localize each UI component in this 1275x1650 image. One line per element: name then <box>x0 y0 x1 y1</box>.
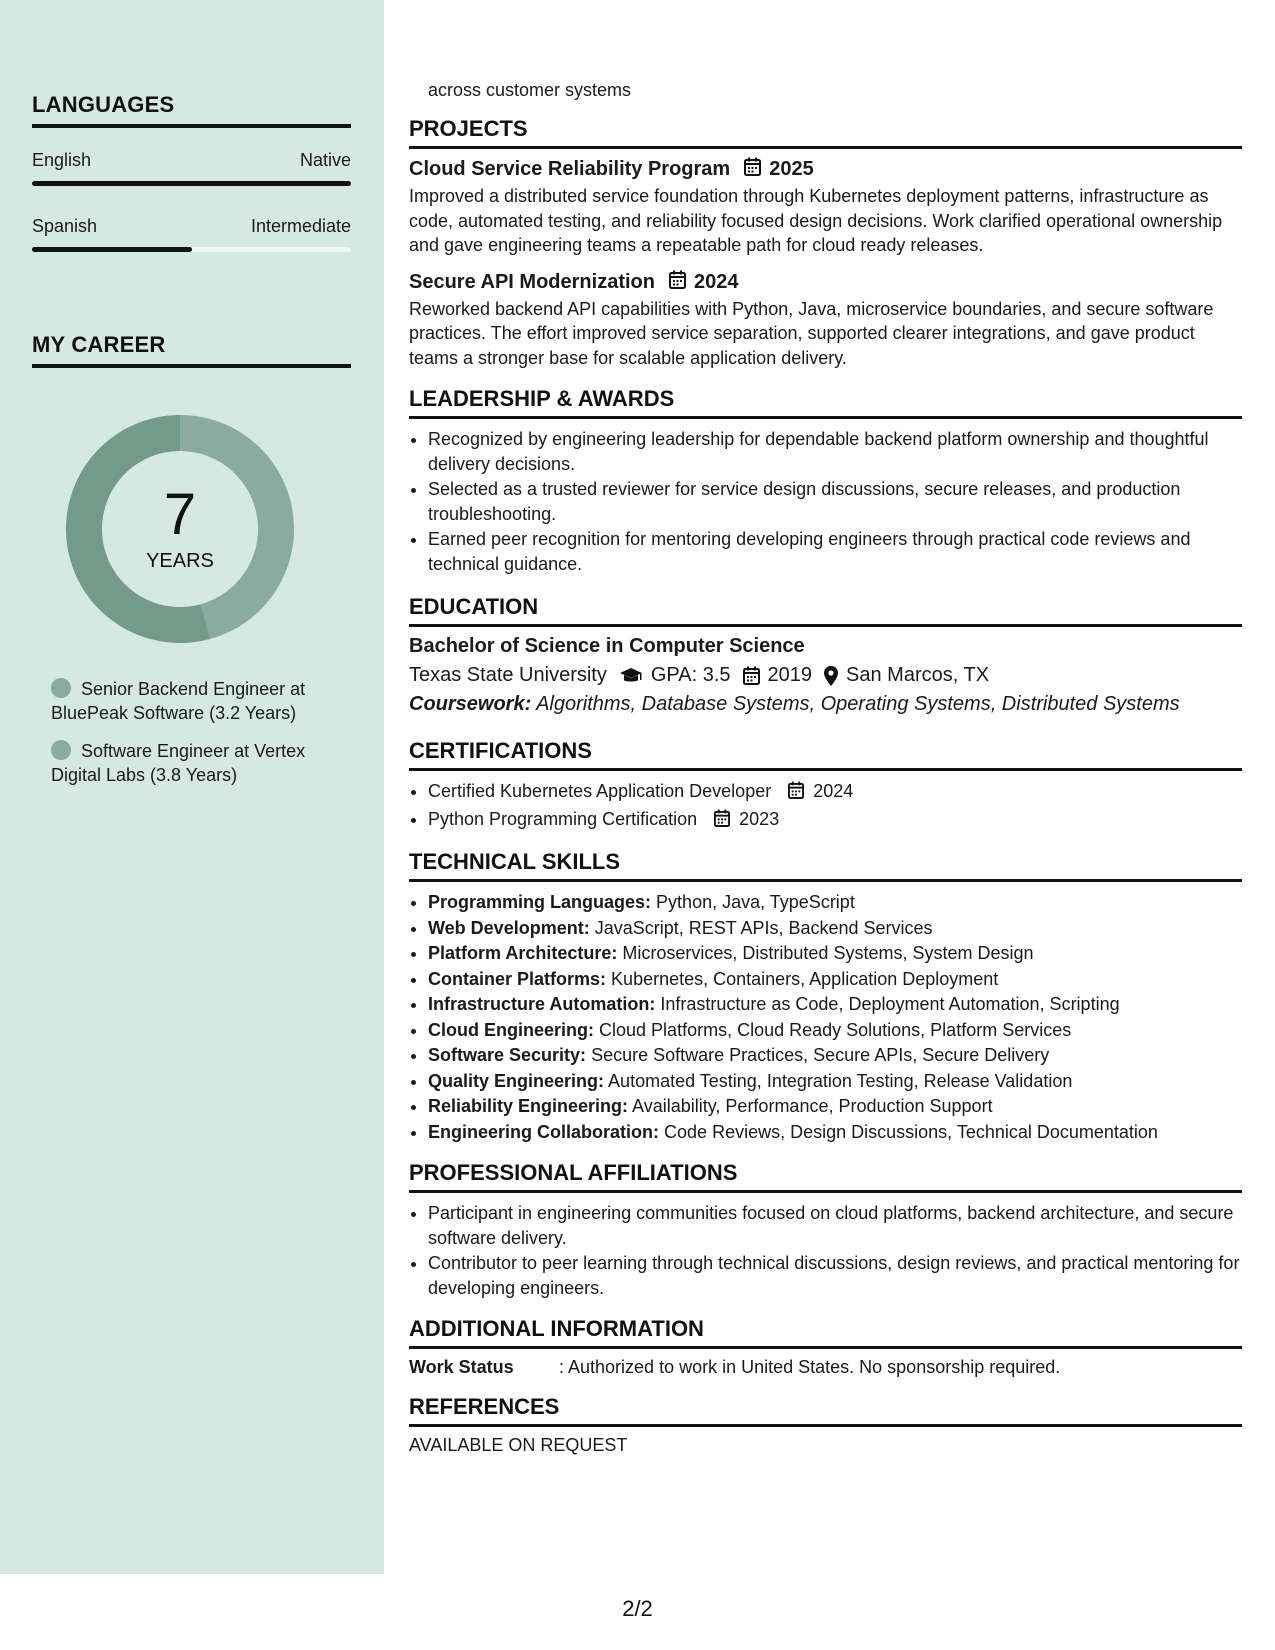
projects-title: PROJECTS <box>409 116 1242 149</box>
list-item: • Earned peer recognition for mentoring developing engineers through practical code reviews and technical guidance. <box>428 527 1242 576</box>
skill-label: Reliability Engineering: <box>428 1096 629 1116</box>
skill-item <box>428 967 1242 992</box>
skill-label: Engineering Collaboration: <box>428 1121 660 1142</box>
skill-value: Python, Java, TypeScript <box>656 892 855 912</box>
education-gpa: GPA: 3.5 <box>650 664 731 686</box>
skill-item <box>428 1120 1242 1145</box>
language-item <box>32 150 351 186</box>
education-location: San Marcos, TX <box>846 664 990 686</box>
language-item <box>32 216 351 252</box>
skill-label: Programming Languages: <box>428 892 652 912</box>
skill-value: Secure Software Practices, Secure APIs, Secure Delivery <box>591 1045 1050 1065</box>
skill-value: Automated Testing, Integration Testing, Release Validation <box>608 1070 1073 1091</box>
certification-name: Certified Kubernetes Application Developer <box>428 781 772 801</box>
certification-year: 2023 <box>739 808 780 829</box>
language-proficiency-bar <box>32 247 351 252</box>
language-name: English <box>32 150 92 170</box>
calendar-icon <box>669 270 686 295</box>
career-list <box>51 677 341 801</box>
language-proficiency-bar <box>32 181 351 186</box>
education-coursework <box>409 693 1242 716</box>
list-item: • Selected as a trusted reviewer for service design discussions, secure releases, and production troubleshooting. <box>428 477 1242 526</box>
work-status-value: : Authorized to work in United States. No sponsorship required. <box>559 1357 1061 1377</box>
certification-item <box>428 807 1242 834</box>
skill-value: JavaScript, REST APIs, Backend Services <box>594 917 933 938</box>
skill-item <box>428 1069 1242 1094</box>
project-item <box>409 270 1242 371</box>
sidebar <box>0 0 384 1574</box>
skill-value: Microservices, Distributed Systems, System Design <box>622 943 1034 963</box>
additional-info-title: ADDITIONAL INFORMATION <box>409 1316 1242 1349</box>
skill-label: Software Security: <box>428 1045 587 1065</box>
coursework-text: Algorithms, Database Systems, Operating Systems, Distributed Systems <box>536 693 1180 715</box>
skill-item <box>428 1018 1242 1043</box>
project-item <box>409 157 1242 258</box>
list-item: • Participant in engineering communities focused on cloud platforms, backend architecture, and secure software delivery. <box>428 1201 1242 1250</box>
references-text: AVAILABLE ON REQUEST <box>409 1435 628 1455</box>
language-level: Native <box>299 150 351 170</box>
skill-value: Infrastructure as Code, Deployment Automation, Scripting <box>660 994 1120 1014</box>
main-content <box>409 78 1242 1456</box>
location-pin-icon <box>824 666 838 686</box>
certification-year: 2024 <box>813 781 854 801</box>
language-name: Spanish <box>32 216 98 236</box>
project-year: 2025 <box>769 158 814 180</box>
affiliations-list <box>409 1201 1242 1300</box>
language-proficiency-fill <box>32 181 351 186</box>
leadership-list <box>409 427 1242 576</box>
certifications-title: CERTIFICATIONS <box>409 738 1242 771</box>
career-item-text: Senior Backend Engineer at BluePeak Software (3.2 Years) <box>51 679 306 723</box>
page-number: 2/2 <box>622 1596 653 1621</box>
calendar-icon <box>743 666 760 685</box>
skill-value: Cloud Platforms, Cloud Ready Solutions, Platform Services <box>599 1019 1072 1040</box>
career-total-value: 7 <box>163 481 197 547</box>
certification-item <box>428 779 1242 806</box>
work-status-label: Work Status <box>409 1357 514 1377</box>
languages-section <box>32 92 351 252</box>
language-proficiency-fill <box>32 247 192 252</box>
certification-name: Python Programming Certification <box>428 808 698 829</box>
skill-item <box>428 1094 1242 1119</box>
skill-item <box>428 1043 1242 1068</box>
project-year: 2024 <box>693 270 739 293</box>
career-item-text: Software Engineer at Vertex Digital Labs (3.8 Years) <box>51 741 306 785</box>
career-item <box>51 677 341 725</box>
career-title: MY CAREER <box>32 332 351 368</box>
education-year: 2019 <box>767 664 813 686</box>
skill-item <box>428 992 1242 1017</box>
coursework-label: Coursework: <box>409 693 532 715</box>
graduation-cap-icon <box>619 667 643 685</box>
references-title: REFERENCES <box>409 1394 1242 1427</box>
skill-value: Availability, Performance, Production Support <box>632 1096 993 1116</box>
skill-item <box>428 890 1242 915</box>
skill-label: Quality Engineering: <box>428 1070 605 1091</box>
skill-label: Cloud Engineering: <box>428 1019 594 1040</box>
legend-dot-icon <box>51 678 71 698</box>
education-degree: Bachelor of Science in Computer Science <box>409 635 805 657</box>
skill-item <box>428 916 1242 941</box>
career-item <box>51 739 341 787</box>
education-details <box>409 664 1242 687</box>
project-description: Improved a distributed service foundation through Kubernetes deployment patterns, infrastructure as code, automated testing, and reliability focused design decisions. Work clarified operational ownership and gave engineering teams a repeatable path for cloud ready releases. <box>409 186 1223 255</box>
education-title: EDUCATION <box>409 594 1242 627</box>
education-school: Texas State University <box>409 664 607 686</box>
list-item: • Contributor to peer learning through technical discussions, design reviews, and practical mentoring for developing engineers. <box>428 1251 1242 1300</box>
language-level: Intermediate <box>250 216 351 236</box>
skills-list <box>409 890 1242 1144</box>
skill-value: Kubernetes, Containers, Application Deployment <box>611 968 999 989</box>
skill-label: Container Platforms: <box>428 968 607 989</box>
calendar-icon <box>788 781 804 806</box>
skill-label: Platform Architecture: <box>428 943 618 963</box>
work-status-row <box>409 1357 1242 1378</box>
career-section <box>32 332 351 368</box>
skill-item <box>428 941 1242 966</box>
list-item: • Recognized by engineering leadership for dependable backend platform ownership and thoughtful delivery decisions. <box>428 427 1242 476</box>
project-name: Cloud Service Reliability Program <box>409 158 731 180</box>
continuation-text: across customer systems <box>428 80 632 100</box>
calendar-icon <box>744 157 761 182</box>
project-name: Secure API Modernization <box>409 270 655 293</box>
languages-title: LANGUAGES <box>32 92 351 128</box>
legend-dot-icon <box>51 740 71 760</box>
skill-label: Web Development: <box>428 917 590 938</box>
affiliations-title: PROFESSIONAL AFFILIATIONS <box>409 1160 1242 1193</box>
career-total-unit: YEARS <box>146 549 214 572</box>
project-description: Reworked backend API capabilities with Python, Java, microservice boundaries, and secure software practices. The effort improved service separation, supported clearer integrations, and gave product teams a stronger base for scalable application delivery. <box>409 298 1214 368</box>
skills-title: TECHNICAL SKILLS <box>409 849 1242 882</box>
skill-value: Code Reviews, Design Discussions, Technical Documentation <box>664 1121 1158 1142</box>
leadership-title: LEADERSHIP & AWARDS <box>409 386 1242 419</box>
career-donut-chart <box>66 415 294 643</box>
skill-label: Infrastructure Automation: <box>428 994 656 1014</box>
calendar-icon <box>714 809 730 834</box>
certifications-list <box>409 779 1242 833</box>
